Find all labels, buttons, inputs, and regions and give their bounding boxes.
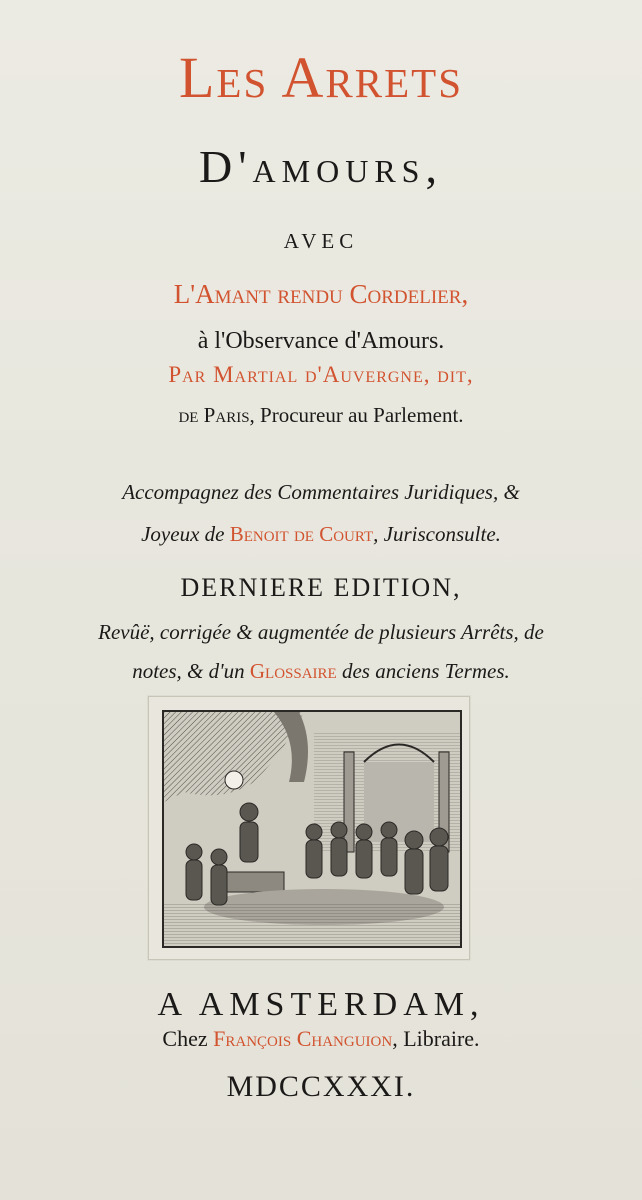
chez-prefix: Chez	[162, 1026, 214, 1051]
joyeux-suffix: , Jurisconsulte.	[373, 522, 501, 546]
engraving-icon	[164, 712, 460, 946]
notes-line	[0, 659, 642, 684]
par-prefix: Par	[168, 362, 214, 387]
amant-rendu-line: L'Amant rendu Cordelier,	[173, 279, 469, 309]
engraving-illustration	[162, 710, 462, 948]
glossaire-word: Glossaire	[249, 659, 337, 683]
joyeux-line	[0, 522, 642, 547]
observance-line: à l'Observance d'Amours.	[197, 328, 445, 354]
place-line: A AMSTERDAM,	[157, 986, 485, 1023]
notes-suffix: des anciens Termes.	[336, 659, 510, 683]
paris-line	[0, 403, 642, 428]
publisher-line	[0, 1026, 642, 1052]
title-line-1: Les Arrets	[178, 45, 464, 110]
author-line	[0, 362, 642, 388]
avec-line: avec	[283, 222, 359, 255]
paris-suffix: , Procureur au Parlement.	[249, 403, 464, 427]
revue-line: Revûë, corrigée & augmentée de plusieurs Arrêts, de	[98, 620, 544, 644]
accompagnez-line: Accompagnez des Commentaires Juridiques, &	[122, 480, 520, 504]
author-name: Martial d'Auvergne, dit,	[213, 362, 474, 387]
date-line: MDCCXXXI.	[226, 1070, 416, 1103]
chez-suffix: , Libraire.	[392, 1026, 480, 1051]
notes-prefix: notes, & d'un	[132, 659, 250, 683]
commentator-name: Benoit de Court	[229, 522, 374, 546]
joyeux-prefix: Joyeux de	[141, 522, 230, 546]
title-line-2: D'amours,	[199, 141, 443, 192]
edition-line: DERNIERE EDITION,	[180, 573, 462, 602]
publisher-name: François Changuion	[213, 1026, 393, 1051]
paris-prefix: de Paris	[178, 403, 250, 427]
